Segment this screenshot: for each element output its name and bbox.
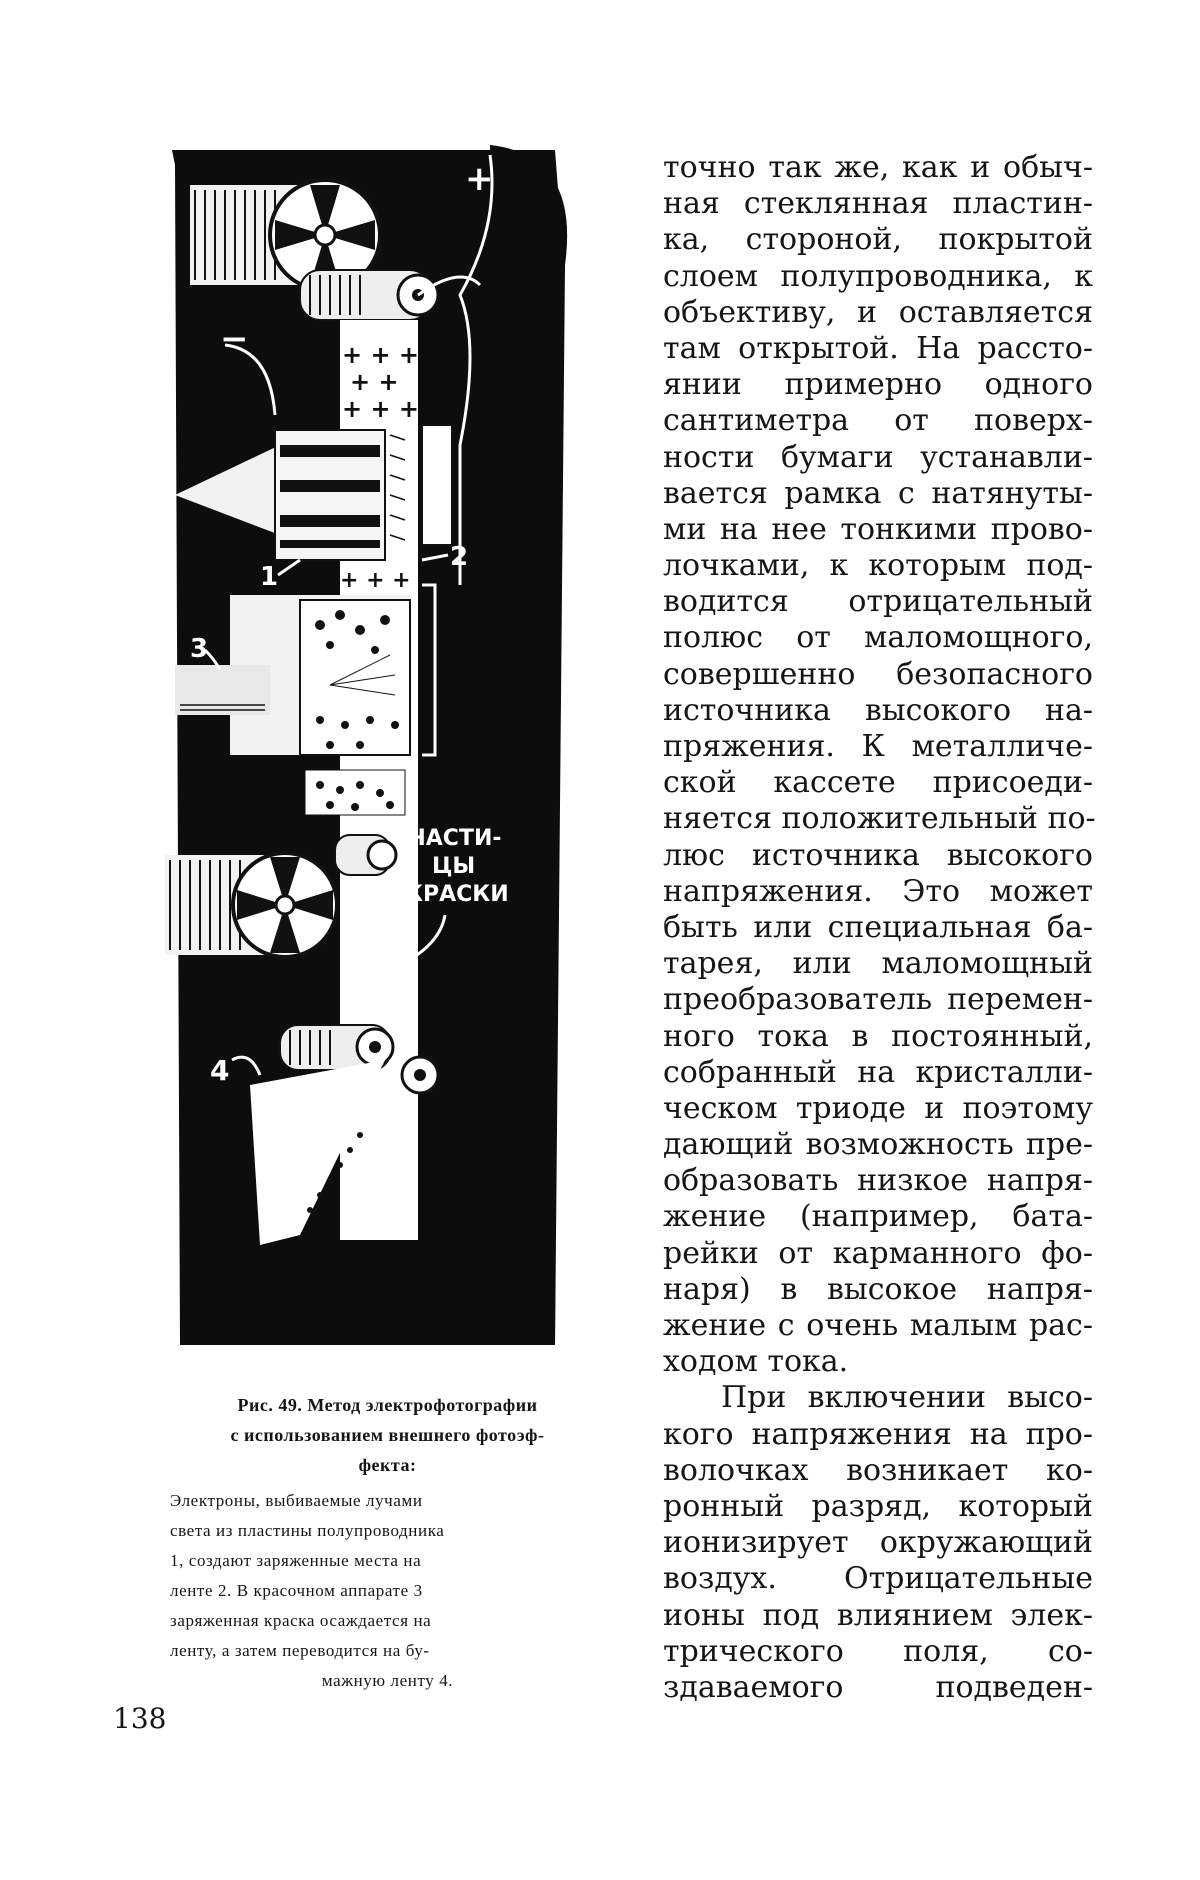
text-line: ионы под влиянием элек-	[663, 1597, 1093, 1633]
text-line: воздух. Отрицательные	[663, 1561, 1093, 1597]
caption-title-line: с использованием внешнего фотоэф-	[230, 1425, 545, 1445]
text-line: быть или специальная ба-	[663, 909, 1093, 945]
text-line: ми на нее тонкими прово-	[663, 511, 1093, 547]
text-line: ного тока в постоянный,	[663, 1018, 1093, 1054]
charges-top-3: + + +	[342, 395, 420, 423]
caption-line: заряженная краска осаждается на	[170, 1611, 432, 1630]
caption-line: ленту, а затем переводится на бу-	[170, 1641, 430, 1660]
caption-line: ленте 2. В красочном аппарате 3	[170, 1581, 423, 1600]
text-line: полюс от маломощного,	[663, 620, 1093, 656]
text-line: источника высокого на-	[663, 692, 1093, 728]
label-3: 3	[190, 634, 209, 664]
particles-label-1: ЧАСТИ-	[408, 826, 502, 851]
text-line: люс источника высокого	[663, 837, 1093, 873]
text-line: ная стеклянная пластин-	[663, 186, 1093, 222]
text-line: наря) в высокое напря-	[663, 1271, 1093, 1307]
caption-title-line: Рис. 49. Метод электрофотографии	[237, 1395, 538, 1415]
text-line: водится отрицательный	[663, 584, 1093, 620]
text-line: тарея, или маломощный	[663, 946, 1093, 982]
page-number: 138	[113, 1702, 167, 1735]
text-line: няется положительный по-	[663, 801, 1096, 837]
text-line: ка, стороной, покрытой	[663, 222, 1093, 258]
text-line: здаваемого подведен-	[663, 1669, 1093, 1705]
text-line: совершенно безопасного	[663, 656, 1093, 692]
text-line: напряжения. Это может	[663, 873, 1093, 909]
text-line: ронный разряд, который	[663, 1488, 1093, 1524]
text-line: ности бумаги устанавли-	[663, 439, 1093, 475]
caption-line: света из пластины полупроводника	[170, 1521, 445, 1540]
text-line: волочках возникает ко-	[663, 1452, 1093, 1488]
charges-bottom: + + +	[340, 568, 411, 593]
text-line: пряжения. К металличе-	[663, 729, 1093, 764]
caption-title	[170, 1390, 605, 1480]
text-line: жение (например, бата-	[663, 1199, 1093, 1235]
body-text-column	[663, 150, 1096, 1706]
text-line: лочками, к которым под-	[663, 548, 1093, 584]
text-line: сантиметра от поверх-	[663, 403, 1093, 439]
text-line: ческом триоде и поэтому	[663, 1090, 1093, 1126]
text-line: При включении высо-	[721, 1380, 1093, 1416]
text-line: трического поля, со-	[663, 1633, 1093, 1669]
text-line: рейки от карманного фо-	[663, 1235, 1093, 1271]
particles-label-3: КРАСКИ	[405, 882, 509, 907]
text-line: преобразователь перемен-	[663, 982, 1093, 1018]
figure-49-illustration	[160, 145, 600, 1345]
charges-top-2: + +	[350, 368, 399, 396]
minus-label: −	[220, 319, 249, 359]
particles-label-2: ЦЫ	[432, 854, 476, 879]
text-line: ходом тока.	[663, 1344, 849, 1380]
text-line: собранный на кристалли-	[663, 1054, 1093, 1090]
text-line: ионизирует окружающий	[663, 1525, 1093, 1561]
text-line: дающий возможность пре-	[663, 1127, 1093, 1163]
label-1: 1	[260, 562, 279, 592]
caption-title-line: фекта:	[358, 1455, 417, 1475]
label-4: 4	[210, 1054, 230, 1087]
label-2: 2	[450, 542, 469, 572]
figure-caption	[170, 1390, 605, 1696]
caption-line: 1, создают заряженные места на	[170, 1551, 422, 1570]
plus-label: +	[465, 159, 494, 199]
text-line: янии примерно одного	[663, 367, 1093, 403]
text-line: жение с очень малым рас-	[663, 1308, 1093, 1343]
text-line: слоем полупроводника, к	[663, 258, 1093, 294]
caption-line: мажную ленту 4.	[321, 1671, 454, 1690]
text-line: там открытой. На рассто-	[663, 330, 1093, 366]
charges-top-1: + + +	[342, 341, 420, 369]
text-line: объективу, и оставляется	[663, 294, 1093, 330]
text-line: вается рамка с натянуты-	[663, 475, 1093, 511]
text-line: точно так же, как и обыч-	[663, 150, 1093, 185]
text-line: ской кассете присоеди-	[663, 765, 1093, 801]
caption-line: Электроны, выбиваемые лучами	[170, 1491, 423, 1510]
text-line: кого напряжения на про-	[663, 1416, 1093, 1452]
caption-body	[170, 1486, 605, 1696]
text-line: образовать низкое напря-	[663, 1163, 1093, 1199]
